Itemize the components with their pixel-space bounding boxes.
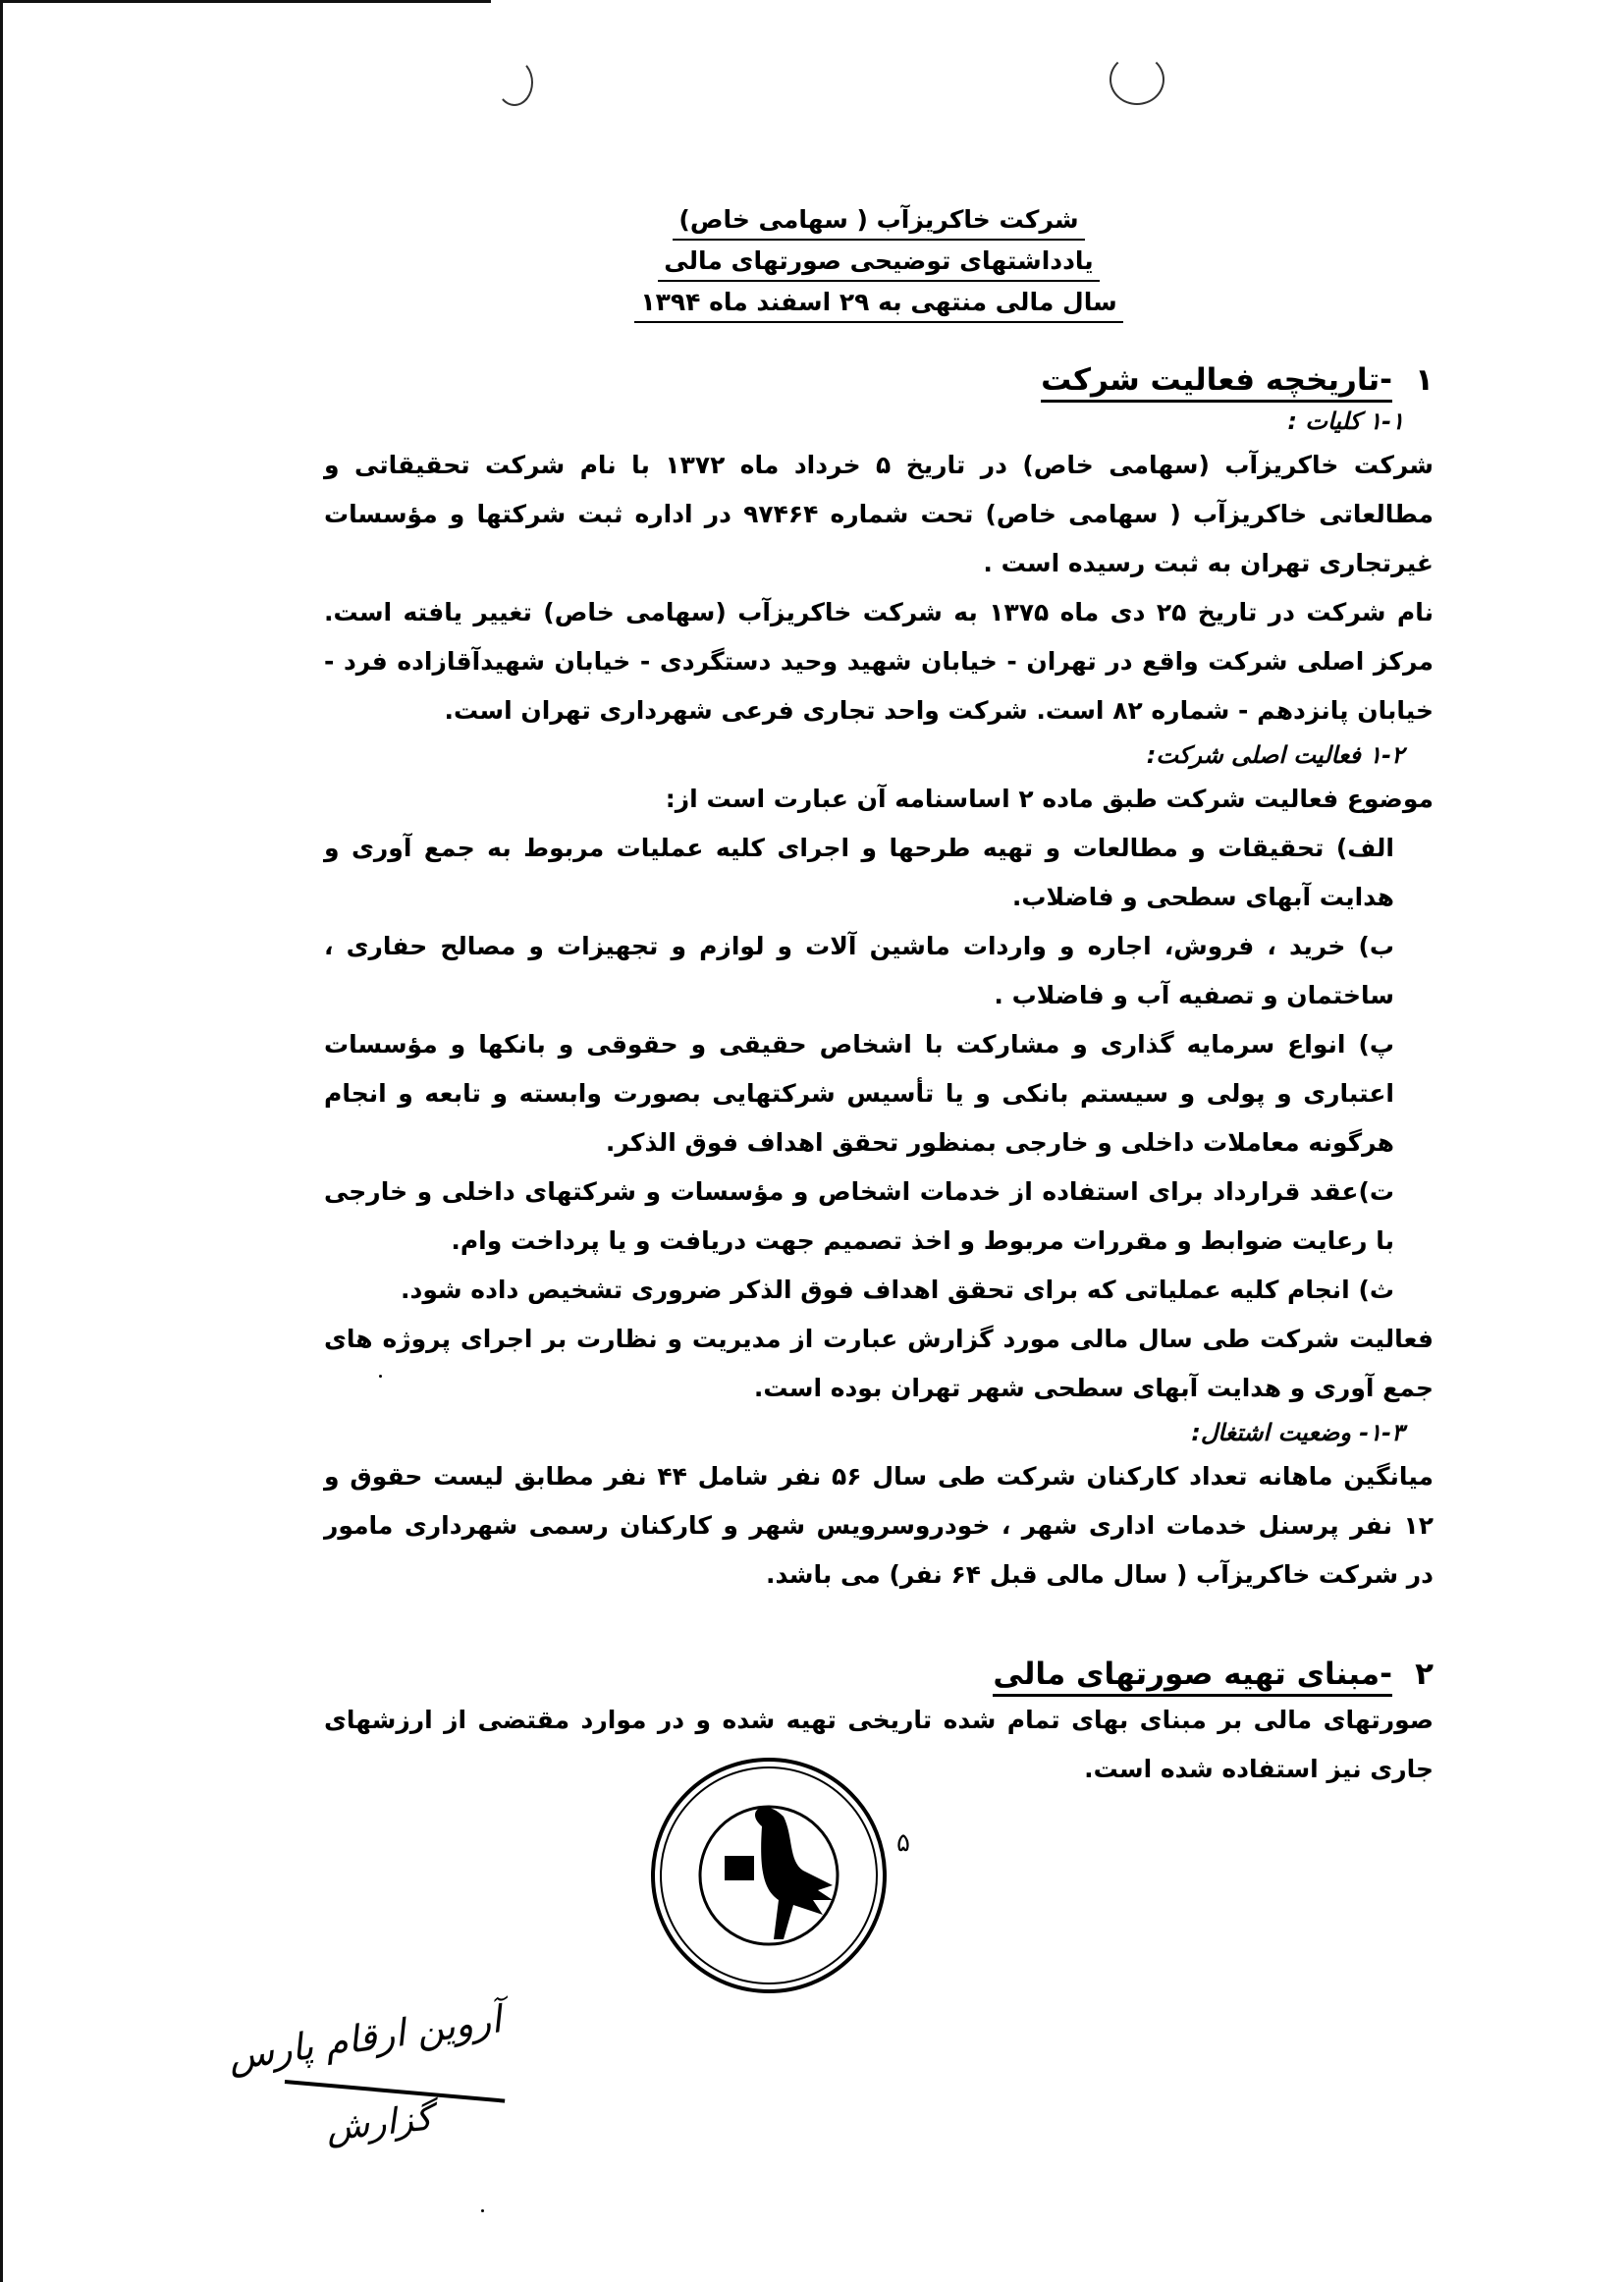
basis-paragraph: صورتهای مالی بر مبنای بهای تمام شده تاریخی تهیه شده و در موارد مقتضی از ارزشهای جاری نیز استفاده شده است. [324, 1706, 1434, 1783]
subsection-1-1-title: ۱-۱ کلیات : [1287, 408, 1404, 435]
auditor-signature [225, 1983, 511, 2160]
page-number: ۵ [896, 1828, 910, 1858]
scan-left-edge [0, 0, 3, 2282]
document-page [324, 201, 1434, 1794]
section-number: ۲ [1415, 1657, 1434, 1692]
section-1-heading [324, 358, 1434, 402]
signature-report-word: گزارش [323, 2097, 434, 2149]
section-2-heading [324, 1653, 1434, 1696]
activity-item: ت)عقد قرارداد برای استفاده از خدمات اشخاص و مؤسسات و شرکتهای داخلی و خارجی با رعایت ضوابط و مقررات مربوط و اخذ تصمیم جهت دریافت و یا پرداخت وام. [324, 1177, 1394, 1255]
scan-speck [481, 2209, 484, 2212]
signature-underline [285, 2080, 505, 2103]
activity-item: ث) انجام کلیه عملیاتی که برای تحقق اهداف فوق الذکر ضروری تشخیص داده شود. [401, 1276, 1394, 1304]
activity-summary: فعالیت شرکت طی سال مالی مورد گزارش عبارت از مدیریت و نظارت بر اجرای پروژه های جمع آوری و هدایت آبهای سطحی شهر تهران بوده است. [324, 1325, 1434, 1402]
activity-item: الف) تحقیقات و مطالعات و تهیه طرحها و اجرای کلیه عملیات مربوط به جمع آوری و هدایت آبهای سطحی و فاضلاب. [324, 834, 1394, 911]
employment-paragraph: میانگین ماهانه تعداد کارکنان شرکت طی سال ۵۶ نفر شامل ۴۴ نفر مطابق لیست حقوق و ۱۲ نفر پرسنل خدمات اداری شهر ، خودروسرویس شهر و کارکنان رسمی شهرداری مامور در شرکت خاکریزآب ( سال مالی قبل ۶۴ نفر) می باشد. [324, 1462, 1435, 1589]
scan-top-edge [0, 0, 491, 3]
fiscal-period: سال مالی منتهی به ۲۹ اسفند ماه ۱۳۹۴ [634, 284, 1122, 323]
official-seal [646, 1743, 931, 2008]
section-title: -تاریخچه فعالیت شرکت [1041, 362, 1392, 403]
subsection-1-2-title: ۱-۲ فعالیت اصلی شرکت: [1146, 741, 1404, 769]
activity-item: ب) خرید ، فروش، اجاره و واردات ماشین آلات و لوازم و تجهیزات و مصالح حفاری ، ساختمان و تصفیه آب و فاضلاب . [324, 932, 1394, 1009]
scan-speck [379, 1375, 382, 1378]
subsection-1-3-title: ۱-۳- وضعیت اشتغال: [1191, 1419, 1404, 1446]
punch-hole-right [1110, 54, 1164, 105]
signature-firm-name: آروین ارقام پارس [225, 1997, 505, 2079]
section-number: ۱ [1415, 362, 1434, 398]
seal-emblem-detail [725, 1856, 754, 1880]
activity-intro: موضوع فعالیت شرکت طبق ماده ۲ اساسنامه آن عبارت است از: [665, 785, 1434, 813]
history-paragraph: شرکت خاکریزآب (سهامی خاص) در تاریخ ۵ خرداد ماه ۱۳۷۲ با نام شرکت تحقیقاتی و مطالعاتی خاکریزآب ( سهامی خاص) تحت شماره ۹۷۴۶۴ در اداره ثبت شرکتها و مؤسسات غیرتجاری تهران به ثبت رسیده است . [324, 451, 1435, 577]
section-title: -مبنای تهیه صورتهای مالی [993, 1657, 1392, 1697]
activity-item: پ) انواع سرمایه گذاری و مشارکت با اشخاص حقیقی و حقوقی و بانکها و مؤسسات اعتباری و پولی و سیستم بانکی و یا تأسیس شرکتهایی بصورت وابسته و تابعه و انجام هرگونه معاملات داخلی و خارجی بمنظور تحقق اهداف فوق الذکر. [324, 1030, 1394, 1157]
punch-hole-left [496, 59, 533, 106]
document-header [324, 201, 1434, 325]
company-name: شرکت خاکریزآب ( سهامی خاص) [673, 201, 1084, 241]
document-title: یادداشتهای توضیحی صورتهای مالی [658, 243, 1099, 282]
history-paragraph: نام شرکت در تاریخ ۲۵ دی ماه ۱۳۷۵ به شرکت خاکریزآب (سهامی خاص) تغییر یافته است. مرکز اصلی شرکت واقع در تهران - خیابان شهید وحید دستگردی - خیابان شهیدآقازاده فرد - خیابان پانزدهم - شماره ۸۲ است. شرکت واحد تجاری فرعی شهرداری تهران است. [324, 598, 1434, 725]
